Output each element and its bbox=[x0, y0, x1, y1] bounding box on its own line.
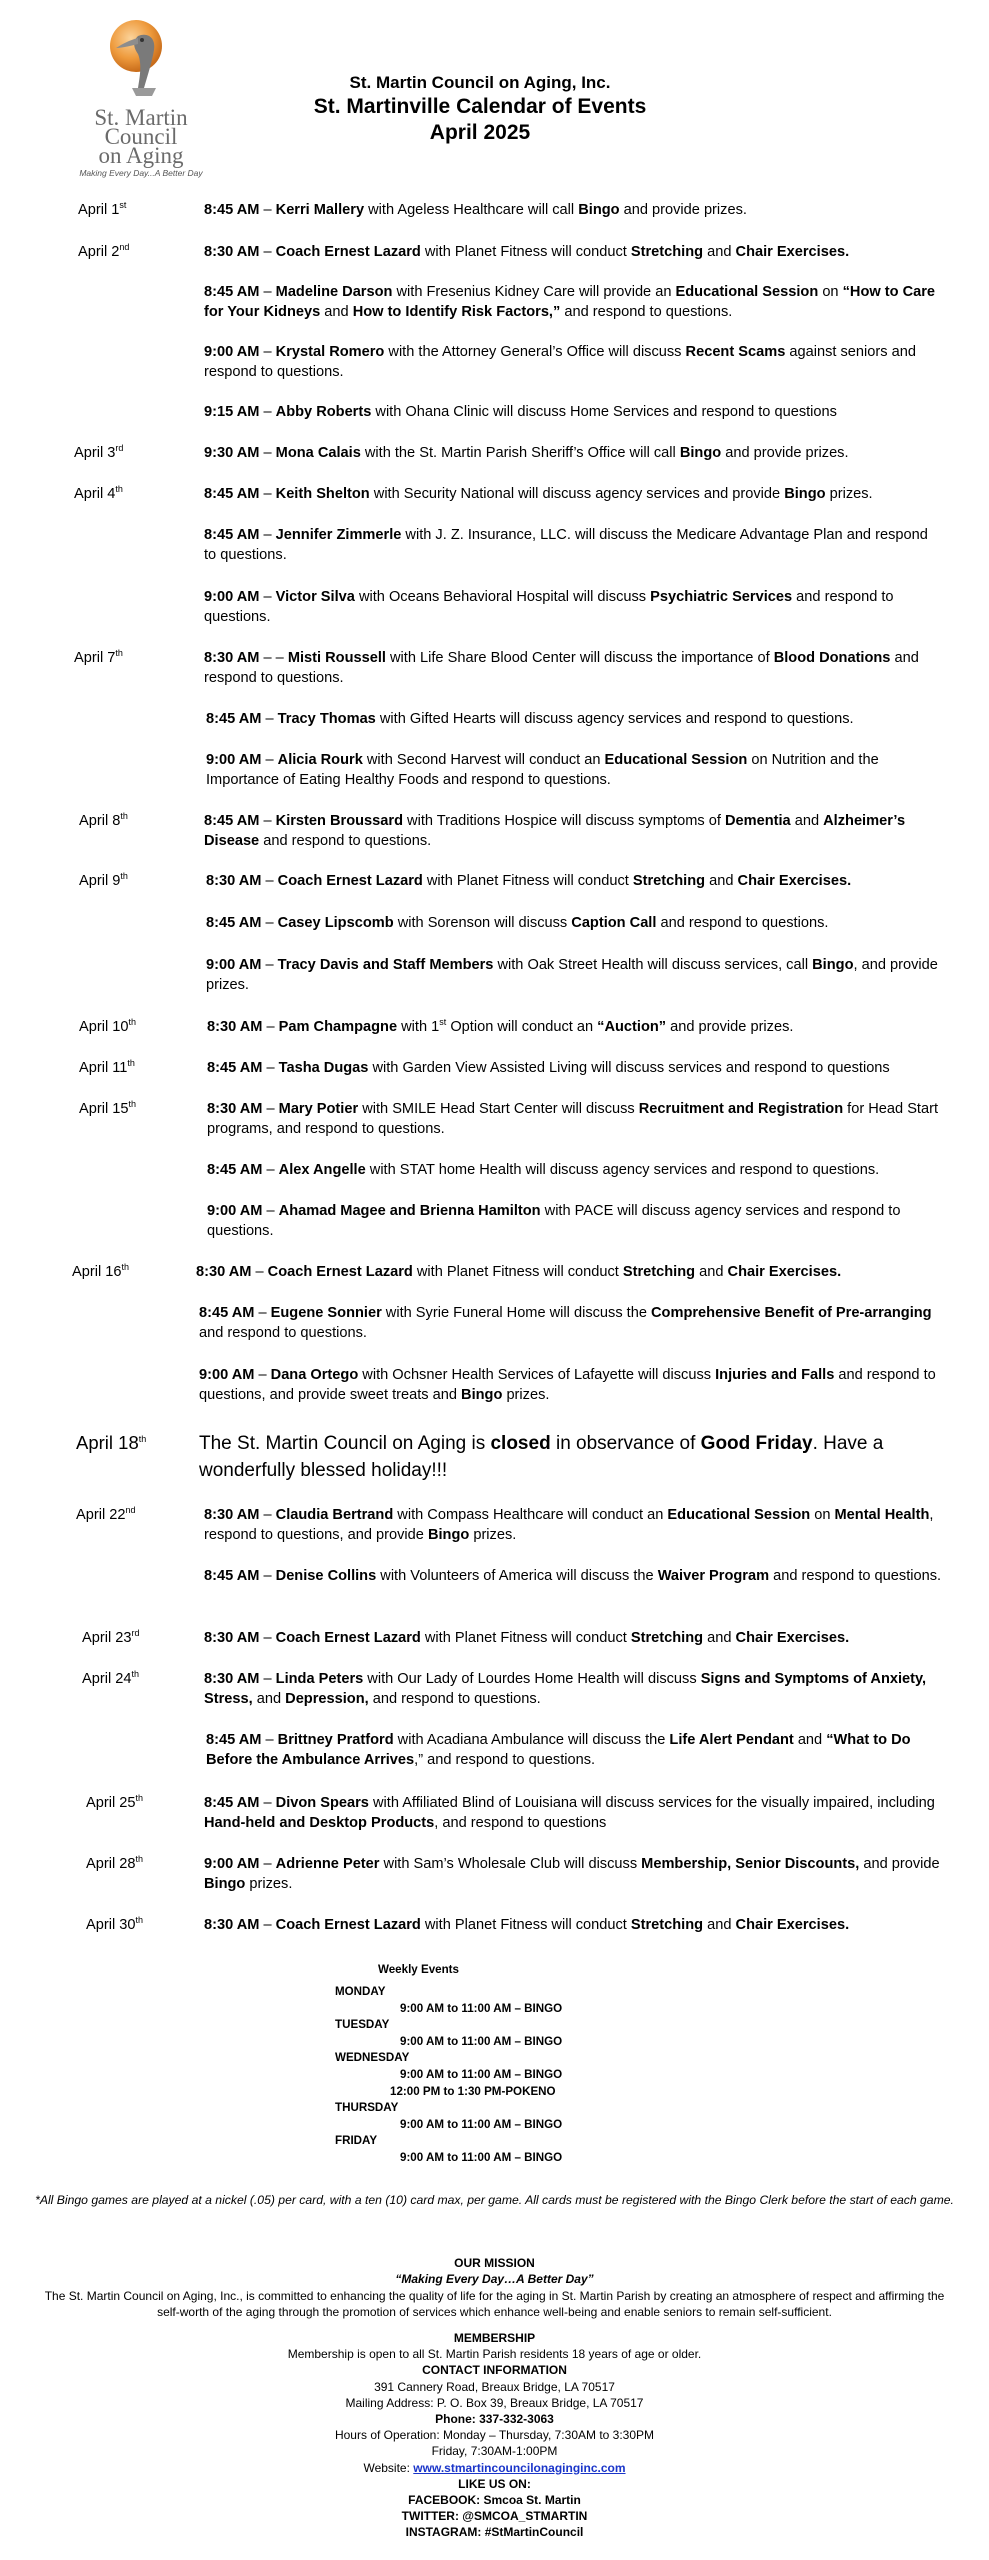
weekly-time: 9:00 AM to 11:00 AM – BINGO bbox=[400, 2151, 563, 2164]
closed-notice: The St. Martin Council on Aging is closed in observance of Good Friday. Have a wonderfully blessed holiday!!! bbox=[199, 1433, 884, 1481]
event-date: April 9th bbox=[79, 871, 128, 889]
weekly-time: 9:00 AM to 11:00 AM – BINGO bbox=[400, 2068, 563, 2081]
event-entry: 8:45 AM – Divon Spears with Affiliated Blind of Louisiana will discuss services for the visually impaired, including Hand-held and Desktop Products, and respond to questions bbox=[204, 1795, 935, 1831]
weekly-day: WEDNESDAY bbox=[335, 2051, 410, 2065]
mission-quote: “Making Every Day…A Better Day” bbox=[395, 2272, 594, 2287]
event-date: April 15th bbox=[79, 1099, 136, 1117]
logo bbox=[76, 18, 206, 178]
event-entry: 9:15 AM – Abby Roberts with Ohana Clinic will discuss Home Services and respond to questions bbox=[204, 404, 837, 420]
event-date: April 4th bbox=[74, 484, 123, 502]
event-entry: 9:00 AM – Tracy Davis and Staff Members with Oak Street Health will discuss services, call Bingo, and provide prizes. bbox=[206, 957, 938, 993]
event-entry: 8:45 AM – Tasha Dugas with Garden View Assisted Living will discuss services and respond to questions bbox=[207, 1060, 890, 1076]
event-entry: 8:45 AM – Brittney Pratford with Acadiana Ambulance will discuss the Life Alert Pendant and “What to Do Before the Ambulance Arrives,” and respond to questions. bbox=[206, 1732, 911, 1768]
hours-friday: Friday, 7:30AM-1:00PM bbox=[431, 2444, 558, 2459]
weekly-day: FRIDAY bbox=[335, 2134, 378, 2148]
event-entry: 9:30 AM – Mona Calais with the St. Martin Parish Sheriff’s Office will call Bingo and provide prizes. bbox=[204, 445, 849, 461]
weekly-day: THURSDAY bbox=[335, 2101, 399, 2115]
mission-heading: OUR MISSION bbox=[454, 2256, 535, 2270]
event-date: April 1st bbox=[78, 200, 127, 218]
logo-name-line: St. Martin bbox=[94, 105, 188, 130]
event-entry: 8:30 AM – – Misti Roussell with Life Share Blood Center will discuss the importance of Blood Donations and respond to questions. bbox=[204, 650, 919, 686]
event-entry: 9:00 AM – Victor Silva with Oceans Behavioral Hospital will discuss Psychiatric Services and respond to questions. bbox=[204, 589, 894, 625]
weekly-day: MONDAY bbox=[335, 1985, 386, 1998]
mission-text: The St. Martin Council on Aging, Inc., is committed to enhancing the quality of life for the aging in St. Martin Parish by creating an atmosphere of respect and affirming the self-worth of the aging through the promotion of services which enhance well-being and enable seniors to remain self-sufficient. bbox=[44, 2288, 945, 2320]
event-date: April 30th bbox=[86, 1915, 143, 1933]
event-date: April 11th bbox=[79, 1058, 135, 1076]
event-date: April 18th bbox=[76, 1432, 147, 1453]
logo-name-line: Council bbox=[104, 124, 178, 149]
event-entry: 8:30 AM – Coach Ernest Lazard with Planet Fitness will conduct Stretching and Chair Exercises. bbox=[204, 244, 850, 260]
event-date: April 8th bbox=[79, 811, 128, 829]
event-entry: 8:45 AM – Tracy Thomas with Gifted Hearts will discuss agency services and respond to questions. bbox=[206, 711, 854, 727]
month-title: April 2025 bbox=[429, 121, 531, 144]
event-entry: 8:30 AM – Pam Champagne with 1st Option will conduct an “Auction” and provide prizes. bbox=[207, 1017, 794, 1035]
mailing-address: Mailing Address: P. O. Box 39, Breaux Bridge, LA 70517 bbox=[345, 2395, 644, 2410]
logo-name-line: on Aging bbox=[98, 143, 184, 168]
event-entry: 8:45 AM – Jennifer Zimmerle with J. Z. Insurance, LLC. will discuss the Medicare Advantage Plan and respond to questions. bbox=[204, 527, 928, 563]
event-entry: 8:30 AM – Linda Peters with Our Lady of Lourdes Home Health will discuss Signs and Symptoms of Anxiety, Stress, and Depression, and respond to questions. bbox=[204, 1671, 927, 1707]
membership-text: Membership is open to all St. Martin Parish residents 18 years of age or older. bbox=[287, 2347, 702, 2362]
address: 391 Cannery Road, Breaux Bridge, LA 70517 bbox=[374, 2379, 615, 2394]
event-entry: 8:45 AM – Kerri Mallery with Ageless Healthcare will call Bingo and provide prizes. bbox=[204, 202, 747, 218]
calendar-title: St. Martinville Calendar of Events bbox=[313, 95, 647, 118]
membership-heading: MEMBERSHIP bbox=[453, 2331, 536, 2345]
event-entry: 8:30 AM – Coach Ernest Lazard with Planet Fitness will conduct Stretching and Chair Exercises. bbox=[206, 873, 852, 889]
org-name: St. Martin Council on Aging, Inc. bbox=[349, 73, 611, 92]
event-entry: 9:00 AM – Ahamad Magee and Brienna Hamilton with PACE will discuss agency services and respond to questions. bbox=[207, 1203, 901, 1239]
event-entry: 8:45 AM – Madeline Darson with Fresenius Kidney Care will provide an Educational Session on “How to Care for Your Kidneys and How to Identify Risk Factors,” and respond to questions. bbox=[204, 284, 936, 320]
event-date: April 28th bbox=[86, 1854, 143, 1872]
event-entry: 9:00 AM – Adrienne Peter with Sam’s Wholesale Club will discuss Membership, Senior Discounts, and provide Bingo prizes. bbox=[204, 1856, 940, 1892]
event-entry: 9:00 AM – Alicia Rourk with Second Harvest will conduct an Educational Session on Nutrition and the Importance of Eating Healthy Foods and respond to questions. bbox=[206, 752, 879, 788]
event-date: April 2nd bbox=[78, 242, 130, 260]
event-entry: 8:30 AM – Coach Ernest Lazard with Planet Fitness will conduct Stretching and Chair Exercises. bbox=[204, 1917, 850, 1933]
like-us: LIKE US ON: bbox=[458, 2476, 531, 2491]
logo-name bbox=[76, 105, 206, 168]
facebook: FACEBOOK: Smcoa St. Martin bbox=[408, 2493, 581, 2508]
event-date: April 10th bbox=[79, 1017, 136, 1035]
weekly-time: 12:00 PM to 1:30 PM-POKENO bbox=[390, 2084, 556, 2098]
event-date: April 23rd bbox=[82, 1628, 140, 1646]
event-entry: 8:45 AM – Denise Collins with Volunteers of America will discuss the Waiver Program and respond to questions. bbox=[204, 1568, 942, 1584]
weekly-time: 9:00 AM to 11:00 AM – BINGO bbox=[400, 2001, 563, 2015]
twitter: TWITTER: @SMCOA_STMARTIN bbox=[401, 2509, 588, 2524]
event-entry: 8:30 AM – Coach Ernest Lazard with Planet Fitness will conduct Stretching and Chair Exercises. bbox=[204, 1630, 850, 1646]
weekly-day: TUESDAY bbox=[335, 2018, 390, 2032]
event-entry: 8:30 AM – Claudia Bertrand with Compass Healthcare will conduct an Educational Session on Mental Health, respond to questions, and provide Bingo prizes. bbox=[204, 1507, 934, 1543]
event-date: April 7th bbox=[74, 648, 123, 666]
event-entry: 8:45 AM – Eugene Sonnier with Syrie Funeral Home will discuss the Comprehensive Benefit of Pre-arranging and respond to questions. bbox=[199, 1305, 932, 1341]
mission-section bbox=[40, 2255, 949, 2321]
event-date: April 24th bbox=[82, 1669, 139, 1687]
event-date: April 16th bbox=[72, 1262, 129, 1280]
event-entry: 8:45 AM – Kirsten Broussard with Traditions Hospice will discuss symptoms of Dementia and Alzheimer’s Disease and respond to questions. bbox=[204, 813, 906, 849]
event-entry: 8:30 AM – Coach Ernest Lazard with Planet Fitness will conduct Stretching and Chair Exercises. bbox=[196, 1264, 842, 1280]
phone: Phone: 337-332-3063 bbox=[435, 2412, 554, 2427]
website-label: Website: bbox=[363, 2460, 414, 2475]
website-link[interactable]: www.stmartincouncilonaginginc.com bbox=[413, 2460, 626, 2475]
contact-heading: CONTACT INFORMATION bbox=[422, 2363, 567, 2378]
event-entry: 9:00 AM – Krystal Romero with the Attorney General’s Office will discuss Recent Scams against seniors and respond to questions. bbox=[204, 344, 916, 380]
bingo-note: *All Bingo games are played at a nickel (.05) per card, with a ten (10) card max, per game. All cards must be registered with the Bingo Clerk before the start of each game. bbox=[35, 2193, 954, 2207]
event-date: April 22nd bbox=[76, 1505, 136, 1523]
event-entry: 8:45 AM – Casey Lipscomb with Sorenson will discuss Caption Call and respond to questions. bbox=[206, 915, 829, 931]
instagram: INSTAGRAM: #StMartinCouncil bbox=[405, 2525, 584, 2540]
event-date: April 25th bbox=[86, 1793, 143, 1811]
website-line bbox=[200, 2460, 789, 2476]
event-entry: 8:45 AM – Keith Shelton with Security National will discuss agency services and provide Bingo prizes. bbox=[204, 486, 873, 502]
logo-tagline: Making Every Day...A Better Day bbox=[79, 168, 203, 178]
membership-section bbox=[200, 2330, 789, 2541]
weekly-events-title: Weekly Events bbox=[378, 1963, 459, 1976]
header-titles bbox=[230, 72, 730, 146]
weekly-time: 9:00 AM to 11:00 AM – BINGO bbox=[400, 2034, 563, 2048]
event-entry: 8:30 AM – Mary Potier with SMILE Head Start Center will discuss Recruitment and Registration for Head Start programs, and respond to questions. bbox=[207, 1101, 939, 1137]
pelican-logo-icon bbox=[108, 18, 174, 100]
weekly-time: 9:00 AM to 11:00 AM – BINGO bbox=[400, 2117, 563, 2131]
event-date: April 3rd bbox=[74, 443, 124, 461]
hours-weekdays: Hours of Operation: Monday – Thursday, 7:30AM to 3:30PM bbox=[334, 2428, 655, 2443]
event-entry: 9:00 AM – Dana Ortego with Ochsner Health Services of Lafayette will discuss Injuries and Falls and respond to questions, and provide sweet treats and Bingo prizes. bbox=[199, 1367, 936, 1403]
event-entry: 8:45 AM – Alex Angelle with STAT home Health will discuss agency services and respond to questions. bbox=[207, 1162, 880, 1178]
